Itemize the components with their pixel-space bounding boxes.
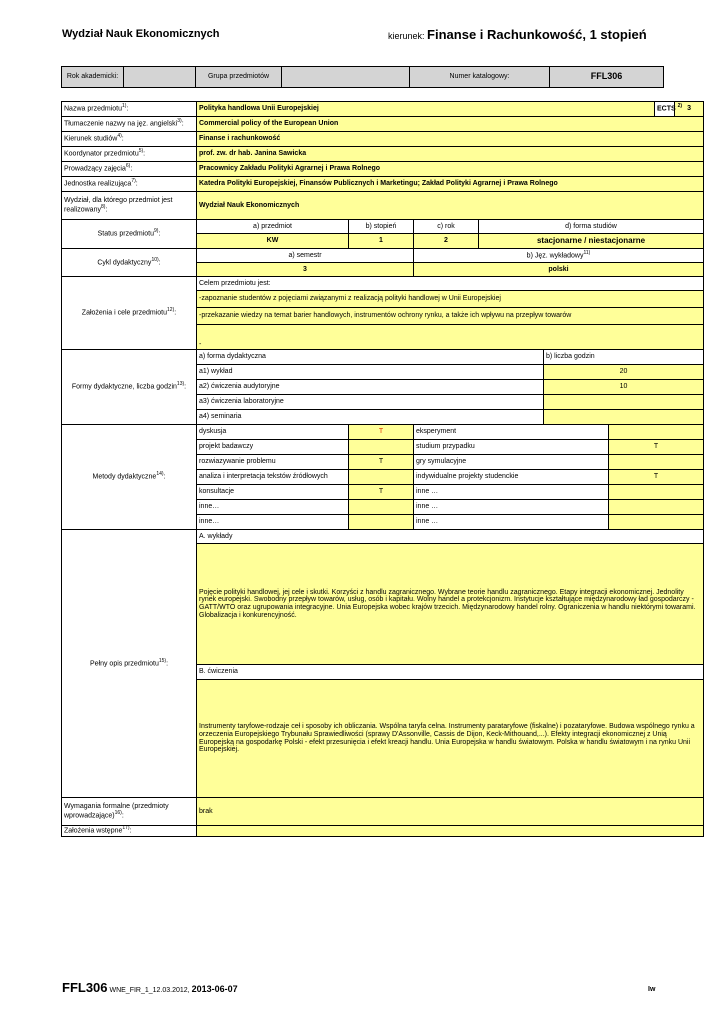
status-year-value: 2 (414, 234, 479, 249)
name-label: Nazwa przedmiotu$^{1)}$: (62, 102, 197, 117)
direction-value: Finanse i rachunkowość (197, 132, 704, 147)
method-name: inne … (414, 485, 609, 500)
cycle-language-header: b) Jęz. wykładowy$^{11)}$ (414, 249, 704, 263)
prerequisites-value (197, 826, 704, 837)
method-mark (609, 425, 704, 440)
direction-heading (388, 27, 647, 42)
methods-label: Metody dydaktyczne$^{14)}$: (62, 425, 197, 530)
description-lectures-heading: A. wykłady (197, 530, 704, 544)
requirements-label: Wymagania formalne (przedmioty wprowadzające)$^{16)}$: (62, 798, 197, 826)
method-mark (349, 470, 414, 485)
method-name: indywidualne projekty studenckie (414, 470, 609, 485)
goals-intro: Celem przedmiotu jest: (197, 277, 704, 291)
method-mark: T (609, 440, 704, 455)
forms-row-lecture: a1) wykład (197, 365, 544, 380)
catalog-number-label: Numer katalogowy: (410, 67, 550, 88)
goals-line-1: -zapoznanie studentów z pojęciami związanymi z realizacją polityki handlowej w Unii Europejskiej (197, 291, 704, 308)
method-name: projekt badawczy (197, 440, 349, 455)
forms-row-auditory: a2) ćwiczenia audytoryjne (197, 380, 544, 395)
description-label: Pełny opis przedmiotu$^{15)}$: (62, 530, 197, 798)
status-subject-value: KW (197, 234, 349, 249)
academic-year-label: Rok akademicki: (62, 67, 124, 88)
method-name: inne … (414, 515, 609, 530)
faculty-value: Wydział Nauk Ekonomicznych (197, 192, 704, 220)
method-name: analiza i interpretacja tekstów źródłowych (197, 470, 349, 485)
cycle-language-value: polski (414, 263, 704, 277)
cycle-semester-value: 3 (197, 263, 414, 277)
forms-label: Formy dydaktyczne, liczba godzin$^{13)}$: (62, 350, 197, 425)
status-form-value: stacjonarne / niestacjonarne (479, 234, 704, 249)
translation-value: Commercial policy of the European Union (197, 117, 704, 132)
forms-row-seminar: a4) seminaria (197, 410, 544, 425)
method-mark (349, 500, 414, 515)
footer-code: FFL306 (62, 980, 108, 995)
forms-hours-header: b) liczba godzin (544, 350, 704, 365)
method-mark: T (349, 485, 414, 500)
faculty-title: Wydział Nauk Ekonomicznych (62, 28, 220, 40)
catalog-number-value: FFL306 (550, 67, 664, 88)
prerequisites-label: Założenia wstępne$^{17)}$: (62, 826, 197, 837)
forms-row-auditory-hours: 10 (544, 380, 704, 395)
teachers-value: Pracownicy Zakładu Polityki Agrarnej i Prawa Rolnego (197, 162, 704, 177)
forms-row-lecture-hours: 20 (544, 365, 704, 380)
translation-label: Tłumaczenie nazwy na jęz. angielski$^{3)}$: (62, 117, 197, 132)
faculty-label: Wydział, dla którego przedmiot jest realizowany$^{8)}$: (62, 192, 197, 220)
cycle-semester-header: a) semestr (197, 249, 414, 263)
method-mark (349, 515, 414, 530)
goals-line-3: - (197, 325, 704, 350)
status-degree-header: b) stopień (349, 220, 414, 234)
method-mark: T (349, 455, 414, 470)
method-name: inne… (197, 500, 349, 515)
requirements-value: brak (197, 798, 704, 826)
ects-value: 3 (675, 102, 704, 117)
goals-line-2: -przekazanie wiedzy na temat barier handlowych, instrumentów ochrony rynku, a także ich wpływu na przepływ towarów (197, 308, 704, 325)
method-name: inne … (414, 500, 609, 515)
status-year-header: c) rok (414, 220, 479, 234)
method-mark: T (609, 470, 704, 485)
academic-year-value[interactable] (124, 67, 196, 88)
method-name: rozwiazywanie problemu (197, 455, 349, 470)
coordinator-label: Koordynator przedmiotu$^{5)}$: (62, 147, 197, 162)
method-name: konsultacje (197, 485, 349, 500)
footer-initials: Iw (648, 986, 656, 993)
ects-label: ECTS $^{2)}$ (655, 102, 675, 117)
unit-label: Jednostka realizująca$^{7)}$: (62, 177, 197, 192)
cycle-label: Cykl dydaktyczny$^{10)}$: (62, 249, 197, 277)
method-mark (609, 500, 704, 515)
method-mark (349, 440, 414, 455)
method-name: studium przypadku (414, 440, 609, 455)
footer-date: 2013-06-07 (191, 984, 238, 994)
unit-value: Katedra Polityki Europejskiej, Finansów Publicznych i Marketingu; Zakład Polityki Agrarnej i Prawa Rolnego (197, 177, 704, 192)
method-mark: T (349, 425, 414, 440)
description-exercises-text: Instrumenty taryfowe-rodzaje ceł i sposoby ich obliczania. Wspólna taryfa celna. Instrumenty parataryfowe (fiskalne) i pozataryfowe. Budowa wspólnego rynku a orzeczenia Europejskiego Trybunału Sprawiedliwości (sprawy D'Assonville, Cassis de Dijon, Keck-Mithouand,...). Efekty integracji ekonomicznej z Unią Europejską na gospodarkę Polski - efekt przesunięcia i efekt kreacji handlu. Unia Europejska w handlu światowym. Polska w handlu światowym i na rynku Unii Europejskiej. (197, 680, 704, 798)
method-mark (609, 455, 704, 470)
description-exercises-heading: B. ćwiczenia (197, 665, 704, 680)
method-name: gry symulacyjne (414, 455, 609, 470)
forms-row-lab: a3) ćwiczenia laboratoryjne (197, 395, 544, 410)
direction-name: Finanse i Rachunkowość, 1 stopień (427, 27, 647, 42)
status-subject-header: a) przedmiot (197, 220, 349, 234)
description-lectures-text: Pojęcie polityki handlowej, jej cele i skutki. Korzyści z handlu zagranicznego. Wybrane teorie handlu zagranicznego. Etapy integracji ekonomicznej. Jednolity rynek europejski. Swobodny przepływ towarów, usług, osób i kapitału. Wolny handel a protekcjonizm. Instytucje kształtujące międzynarodowy ład gospodarczy - GATT/WTO oraz ugrupowania integracyjne. Unia Europejska wobec krajów trzecich. Międzynarodowy handel rolny. Ograniczenia w handlu niektórymi towarami. Globalizacja i konkurencyjność. (197, 544, 704, 665)
direction-prefix: kierunek: (388, 31, 425, 41)
course-sheet-table (61, 101, 704, 837)
subject-group-label: Grupa przedmiotów (196, 67, 282, 88)
method-mark (609, 515, 704, 530)
footer-version: WNE_FIR_1_12.03.2012, (109, 987, 190, 994)
forms-row-seminar-hours (544, 410, 704, 425)
status-form-header: d) forma studiów (479, 220, 704, 234)
goals-label: Założenia i cele przedmiotu$^{12)}$: (62, 277, 197, 350)
teachers-label: Prowadzący zajęcia$^{6)}$: (62, 162, 197, 177)
method-name: inne… (197, 515, 349, 530)
method-name: eksperyment (414, 425, 609, 440)
method-name: dyskusja (197, 425, 349, 440)
status-degree-value: 1 (349, 234, 414, 249)
name-value: Polityka handlowa Unii Europejskiej (197, 102, 655, 117)
forms-form-header: a) forma dydaktyczna (197, 350, 544, 365)
top-info-table (61, 66, 664, 88)
subject-group-value[interactable] (282, 67, 410, 88)
forms-row-lab-hours (544, 395, 704, 410)
direction-label: Kierunek studiów$^{4)}$: (62, 132, 197, 147)
status-label: Status przedmiotu$^{9)}$: (62, 220, 197, 249)
coordinator-value: prof. zw. dr hab. Janina Sawicka (197, 147, 704, 162)
method-mark (609, 485, 704, 500)
footer-info (62, 980, 238, 995)
